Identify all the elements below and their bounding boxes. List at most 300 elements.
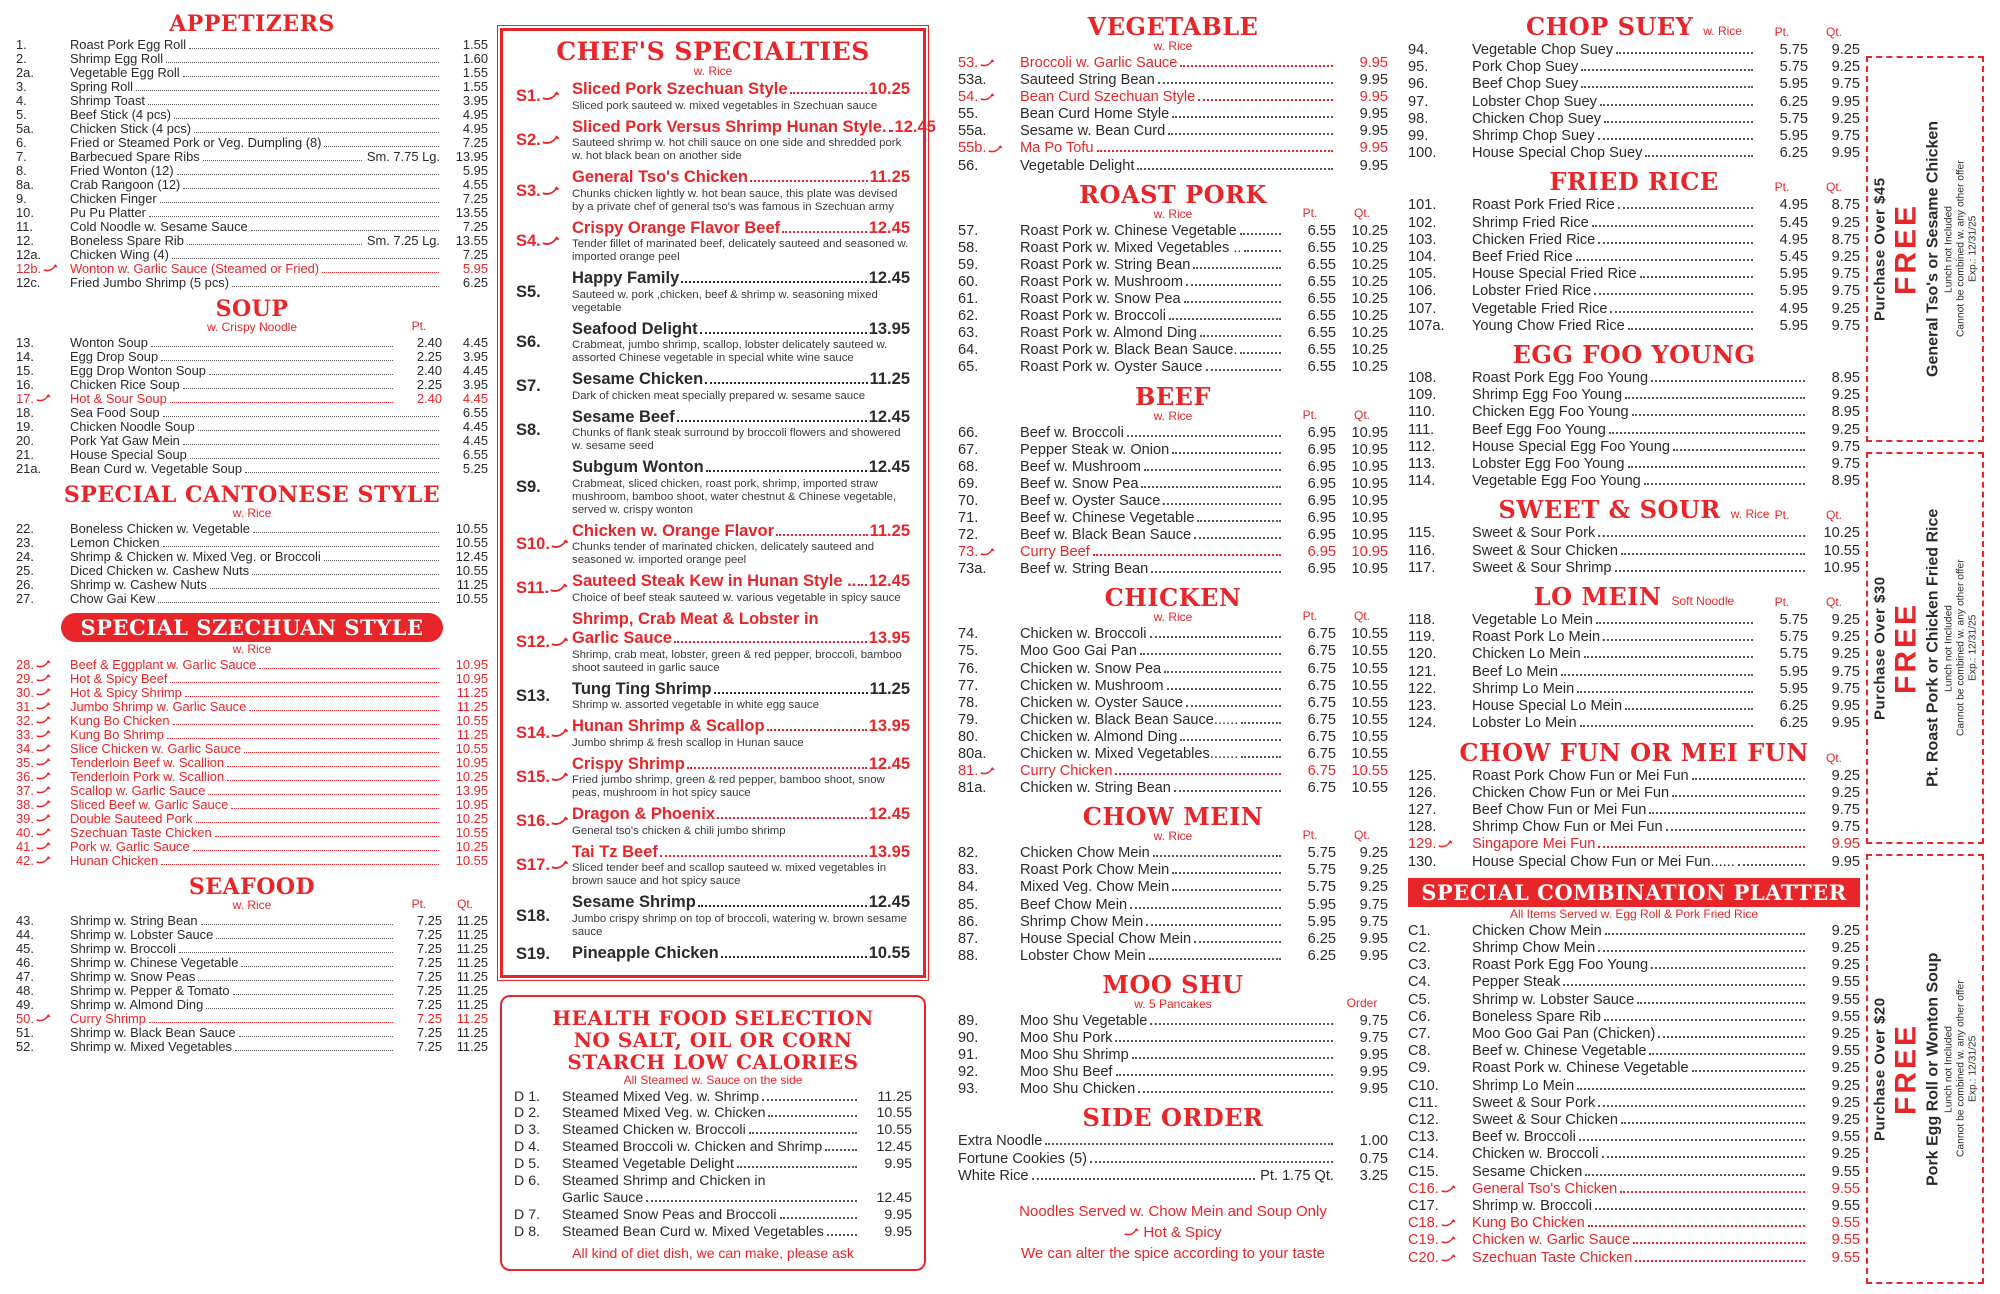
menu-item xyxy=(516,893,910,939)
menu-item-number: 69. xyxy=(958,475,979,492)
menu-item-number: 84. xyxy=(958,879,979,896)
menu-item-name: Roast Pork Chow Fun or Mei Fun xyxy=(1472,767,1689,784)
menu-item xyxy=(1408,249,1860,266)
menu-item-name: Beef w. Oyster Sauce xyxy=(1020,492,1161,509)
menu-item-name: Shrimp Chow Fun or Mei Fun xyxy=(1472,819,1663,836)
menu-item-price: 10.55 xyxy=(1823,542,1860,559)
menu-item-name: Roast Pork w. Chinese Vegetable xyxy=(1472,1060,1689,1077)
menu-item-price: 10.55 xyxy=(868,943,910,962)
section-title: MOO SHU xyxy=(1102,969,1244,999)
menu-item-name: Wonton w. Garlic Sauce (Steamed or Fried) xyxy=(70,261,320,276)
dotted-leader xyxy=(163,546,439,547)
menu-item xyxy=(1408,42,1860,59)
menu-item-number: 29. xyxy=(16,672,70,686)
dotted-leader xyxy=(698,905,867,907)
dotted-leader xyxy=(1576,259,1753,261)
menu-item-price: 10.55 xyxy=(455,521,488,536)
health-food-box xyxy=(500,995,926,1271)
dotted-leader xyxy=(674,641,867,643)
menu-item-price-pint: 6.25 xyxy=(1307,930,1336,947)
section-header xyxy=(958,179,1388,221)
menu-item xyxy=(958,89,1388,106)
menu-item xyxy=(1408,456,1860,473)
menu-item-number: 92. xyxy=(958,1064,979,1081)
chili-pepper-icon xyxy=(551,637,570,648)
menu-item xyxy=(16,150,488,164)
menu-item xyxy=(16,262,488,276)
menu-item xyxy=(1408,1060,1860,1077)
menu-item-price: 7.25 xyxy=(462,191,488,206)
menu-item-name: Shrimp Egg Roll xyxy=(70,51,164,66)
menu-item-price: 10.25 xyxy=(868,80,910,98)
menu-item xyxy=(1408,802,1860,819)
menu-item-number: 118. xyxy=(1408,612,1436,629)
section-subtitle: All Steamed w. Sauce on the side xyxy=(623,1072,803,1087)
dotted-leader xyxy=(1172,116,1333,118)
section-chow-fun xyxy=(1408,737,1860,871)
section-header xyxy=(16,297,488,334)
dotted-leader xyxy=(1153,855,1281,857)
menu-item-name: Beef Stick (4 pcs) xyxy=(70,107,172,122)
chili-pepper-icon xyxy=(36,730,52,739)
menu-item-number: C17. xyxy=(1408,1197,1439,1214)
dotted-leader xyxy=(1174,790,1281,792)
menu-item-price-pint: 5.75 xyxy=(1779,646,1808,663)
menu-item-price-quart: 11.25 xyxy=(456,1025,488,1040)
menu-item xyxy=(958,158,1388,175)
menu-item-price-pint: 7.25 xyxy=(416,997,442,1012)
menu-item-number: 45. xyxy=(16,941,34,956)
menu-item-price-pint: 2.40 xyxy=(416,363,442,378)
menu-item-name: Lobster Chow Mein xyxy=(1020,947,1146,964)
menu-item xyxy=(958,780,1388,797)
menu-item-number: S16. xyxy=(516,805,572,838)
menu-item xyxy=(1408,543,1860,560)
menu-item-name: Beef Chow Mein xyxy=(1020,896,1128,913)
menu-item-name: Boneless Spare Rib xyxy=(1472,1008,1601,1025)
menu-item-name: Jumbo Shrimp w. Garlic Sauce xyxy=(70,699,247,714)
menu-item-price: 10.95 xyxy=(455,671,488,686)
menu-item-number: 67. xyxy=(958,441,979,458)
menu-item xyxy=(958,476,1388,493)
menu-item-number: 117. xyxy=(1408,559,1436,576)
price-column-labels: Pt. Qt. xyxy=(411,897,473,911)
menu-item-price: 12.45 xyxy=(868,572,910,590)
menu-item xyxy=(16,756,488,770)
menu-item-price-quart: 10.95 xyxy=(1351,458,1388,475)
dotted-leader xyxy=(1172,872,1281,874)
menu-item-number: S14. xyxy=(516,717,572,750)
dotted-leader xyxy=(825,1149,857,1151)
section-header xyxy=(1408,737,1860,767)
dotted-leader xyxy=(173,724,439,725)
menu-item-number: 30. xyxy=(16,686,70,700)
menu-item-price: 9.25 xyxy=(1831,387,1860,404)
menu-item-price: 1.60 xyxy=(462,51,488,66)
dotted-leader xyxy=(1577,691,1753,693)
menu-item-price: 5.25 xyxy=(462,461,488,476)
menu-item-price-quart: 9.75 xyxy=(1831,663,1860,680)
menu-item-number: 28. xyxy=(16,658,70,672)
dotted-leader xyxy=(1584,656,1753,658)
menu-item-number: S10. xyxy=(516,522,572,568)
menu-item xyxy=(16,564,488,578)
menu-item-name: Curry Beef xyxy=(1020,544,1090,561)
section-header xyxy=(958,1105,1388,1131)
menu-item-number: 41. xyxy=(16,840,70,854)
menu-item-name: Beef Lo Mein xyxy=(1472,663,1558,680)
menu-item-price: 9.25 xyxy=(1831,957,1860,974)
menu-item-price-pint: 6.55 xyxy=(1307,256,1336,273)
menu-item xyxy=(16,658,488,672)
dotted-leader xyxy=(1616,52,1753,54)
price-column-labels: Pt. Qt. xyxy=(1302,828,1370,843)
menu-item xyxy=(16,686,488,700)
menu-item-number: S3. xyxy=(516,168,572,214)
menu-item-name: House Special Soup xyxy=(70,447,187,462)
menu-item-price: 9.95 xyxy=(1359,89,1388,106)
menu-item xyxy=(1408,819,1860,836)
menu-item-price-pint: 4.95 xyxy=(1779,300,1808,317)
dotted-leader xyxy=(1598,535,1805,537)
menu-item xyxy=(16,364,488,378)
coupon-free-fried-rice xyxy=(1866,452,1984,844)
chili-pepper-icon xyxy=(1441,1236,1457,1245)
dotted-leader xyxy=(1645,155,1753,157)
menu-item-price: 9.25 xyxy=(1831,1025,1860,1042)
menu-item xyxy=(1408,473,1860,490)
menu-item-name: Cold Noodle w. Sesame Sauce xyxy=(70,219,248,234)
menu-item-price: 10.95 xyxy=(455,797,488,812)
chili-pepper-icon xyxy=(1441,1254,1457,1263)
dotted-leader xyxy=(183,444,439,445)
menu-item-number: 51. xyxy=(16,1025,34,1040)
menu-item-name: Pepper Steak w. Onion xyxy=(1020,441,1170,458)
menu-item xyxy=(516,458,910,517)
chili-pepper-icon xyxy=(36,856,52,865)
dotted-leader xyxy=(161,864,439,865)
menu-item-number: 53a. xyxy=(958,72,987,89)
chili-pepper-icon xyxy=(542,236,561,247)
menu-item-name: Shrimp Fried Rice xyxy=(1472,214,1589,231)
menu-item-number: 73a. xyxy=(958,561,987,578)
menu-item-number: D 5. xyxy=(514,1156,541,1173)
menu-item-number: C4. xyxy=(1408,974,1431,991)
menu-item-price-pint: 6.75 xyxy=(1307,677,1336,694)
menu-item-number: 106. xyxy=(1408,283,1437,300)
section-subtitle: w. Crispy Noodle xyxy=(206,320,298,334)
dotted-leader xyxy=(185,696,439,697)
dotted-leader xyxy=(1144,469,1281,471)
menu-item xyxy=(16,392,488,406)
menu-item-number: 56. xyxy=(958,157,979,174)
dotted-leader xyxy=(1673,449,1805,451)
menu-item-price: 12.45 xyxy=(868,754,910,773)
menu-item-price: 9.55 xyxy=(1831,1043,1860,1060)
menu-item-number: 80a. xyxy=(958,746,987,762)
menu-item-price-pint: 6.25 xyxy=(1307,947,1336,964)
menu-item-price: 12.45 xyxy=(455,549,488,564)
menu-item-price: 9.25 xyxy=(1831,421,1860,438)
section-roast-pork xyxy=(958,179,1388,377)
menu-item xyxy=(1408,664,1860,681)
menu-item-number: C10. xyxy=(1408,1077,1439,1094)
dotted-leader xyxy=(232,286,439,287)
menu-item-number: 18. xyxy=(16,405,34,420)
dotted-leader xyxy=(1628,328,1753,330)
coupon-purchase-threshold: Purchase Over $20 xyxy=(1871,997,1889,1141)
menu-item-price: 9.95 xyxy=(1359,106,1388,123)
menu-item-name: Chow Gai Kew xyxy=(70,591,156,606)
menu-item-price-quart: 10.55 xyxy=(1351,694,1388,711)
dotted-leader xyxy=(1640,276,1753,278)
dotted-leader xyxy=(1186,705,1281,707)
dotted-leader xyxy=(1598,846,1805,848)
menu-item-price-pint: 5.95 xyxy=(1779,266,1808,283)
menu-item-price: 9.55 xyxy=(1831,1249,1860,1266)
menu-item-number: 27. xyxy=(16,591,34,606)
menu-item-number: 12. xyxy=(16,233,34,248)
chili-pepper-icon xyxy=(551,772,570,783)
menu-item-price-quart: 9.25 xyxy=(1359,845,1388,862)
dotted-leader xyxy=(241,966,393,967)
menu-item-price: 11.25 xyxy=(869,521,910,540)
menu-item-name: Ma Po Tofu xyxy=(1020,140,1094,157)
dotted-leader xyxy=(215,836,439,837)
menu-item-price: 1.55 xyxy=(462,79,488,94)
price-column-labels: Pt. xyxy=(411,319,427,333)
menu-item-number: 70. xyxy=(958,492,979,509)
menu-item xyxy=(958,359,1388,376)
chili-pepper-icon xyxy=(43,264,59,273)
menu-item-number: 46. xyxy=(16,955,34,970)
section-header xyxy=(958,14,1388,53)
menu-item-number: 60. xyxy=(958,273,979,290)
dotted-leader xyxy=(1598,138,1754,140)
menu-item-number: 114. xyxy=(1408,473,1436,490)
section-title: CHICKEN xyxy=(1104,583,1242,613)
dotted-leader xyxy=(322,272,439,273)
note-line: Hot & Spicy xyxy=(958,1222,1388,1243)
dotted-leader xyxy=(1580,725,1753,727)
chili-pepper-icon xyxy=(988,145,1004,154)
section-szechuan xyxy=(16,613,488,868)
section-header xyxy=(1408,584,1860,610)
section-sweet-sour xyxy=(1408,497,1860,577)
section-title: FRIED RICE xyxy=(1549,167,1719,197)
menu-item-name: Kung Bo Chicken xyxy=(70,713,170,728)
menu-item-number: 23. xyxy=(16,535,34,550)
section-subtitle: w. Rice xyxy=(232,898,272,912)
menu-item-price: 10.55 xyxy=(876,1105,912,1122)
note-line: We can alter the spice according to your taste xyxy=(1020,1244,1326,1262)
column-1 xyxy=(16,12,488,1061)
chili-pepper-icon xyxy=(36,744,52,753)
coupon-free-label: FREE xyxy=(1889,203,1923,296)
menu-item xyxy=(16,94,488,108)
menu-item xyxy=(16,234,488,248)
menu-item-price-pint: 6.55 xyxy=(1307,291,1336,308)
menu-item-price: 10.95 xyxy=(1823,559,1860,576)
chili-pepper-icon xyxy=(980,93,996,102)
menu-item-number: 11. xyxy=(16,219,33,234)
menu-item-name: House Special Chop Suey xyxy=(1472,145,1643,162)
menu-item-description: Sauteed shrimp w. hot chili sauce on one side and shredded pork w. hot black bean on another side xyxy=(572,137,902,162)
section-title: VEGETABLE xyxy=(1087,12,1259,41)
menu-item-name: Beef w. Broccoli xyxy=(1020,424,1124,441)
menu-item-name: Steamed Shrimp and Chicken in xyxy=(562,1173,766,1190)
dotted-leader xyxy=(1603,639,1753,641)
dotted-leader xyxy=(1649,812,1805,814)
menu-item-price: 9.25 xyxy=(1831,767,1860,784)
coupon-item: Pork Egg Roll or Wonton Soup xyxy=(1924,952,1942,1186)
dotted-leader xyxy=(1186,284,1281,286)
menu-item-number: 52. xyxy=(16,1039,34,1054)
coupon-note: Lunch not Included xyxy=(1943,1025,1955,1113)
menu-item-number: 75. xyxy=(958,643,979,660)
menu-item-number: 88. xyxy=(958,947,979,964)
menu-item-number: 43. xyxy=(16,913,34,928)
menu-item-price: 9.55 xyxy=(1831,1180,1860,1197)
menu-item-name: Sesame Chicken xyxy=(572,370,704,388)
menu-item-number: 94. xyxy=(1408,42,1429,58)
menu-item-number: 63. xyxy=(958,325,979,342)
menu-item-name: Wonton Soup xyxy=(70,335,148,350)
menu-item-price-quart: 10.55 xyxy=(1351,763,1388,780)
menu-item xyxy=(1408,301,1860,318)
price-column-labels: Order xyxy=(1346,995,1378,1010)
menu-item-name: Roast Pork w. Almond Ding xyxy=(1020,325,1197,342)
menu-item-name: White Rice xyxy=(958,1167,1029,1184)
menu-item-name: Pineapple Chicken xyxy=(572,943,719,962)
dotted-leader xyxy=(1666,829,1805,831)
menu-item-number: 89. xyxy=(958,1012,979,1029)
dotted-leader xyxy=(252,574,439,575)
menu-item xyxy=(514,1089,912,1106)
section-subtitle: w. Rice xyxy=(1153,39,1193,53)
dotted-leader xyxy=(889,130,893,132)
menu-item-name: Beef Chow Fun or Mei Fun xyxy=(1472,801,1647,818)
coupon-free-egg-roll-soup xyxy=(1866,854,1984,1284)
menu-item xyxy=(1408,1198,1860,1215)
menu-item-number: S6. xyxy=(516,333,541,352)
menu-item-name: Shrimp Egg Foo Young xyxy=(1472,387,1623,404)
menu-item-number: 129. xyxy=(1408,836,1472,853)
menu-item-number: 107. xyxy=(1408,300,1437,317)
price-column-labels: Pt. Qt. xyxy=(1774,595,1842,610)
menu-item-number: 17. xyxy=(16,392,70,406)
menu-item-price-quart: 10.25 xyxy=(1351,308,1388,325)
menu-item-price: 5.95 xyxy=(462,261,488,276)
menu-item-name: Bean Curd Szechuan Style xyxy=(1020,89,1196,106)
menu-item-name: Chicken Fried Rice xyxy=(1472,231,1596,248)
menu-item-number: 124. xyxy=(1408,715,1437,732)
dotted-leader xyxy=(1621,1122,1805,1124)
menu-item-name: Tai Tz Beef xyxy=(572,842,658,861)
menu-item-number: S4. xyxy=(516,219,572,265)
menu-item-name: Shrimp Chow Mein xyxy=(1472,939,1596,956)
menu-item xyxy=(1408,1250,1860,1267)
menu-item-number: 50. xyxy=(16,1012,70,1026)
dotted-leader xyxy=(1633,1242,1805,1244)
dotted-leader xyxy=(1184,301,1281,303)
menu-item-price-pint: 6.95 xyxy=(1307,492,1336,509)
section-title: CHEF'S SPECIALTIES xyxy=(556,37,870,66)
dotted-leader xyxy=(1241,722,1281,724)
menu-item-price-quart: 3.95 xyxy=(462,349,488,364)
section-title: SPECIAL COMBINATION PLATTER xyxy=(1408,878,1860,907)
menu-item-name: Crispy Shrimp xyxy=(572,754,685,773)
menu-item-price: 9.95 xyxy=(1359,1064,1388,1081)
menu-item-number: 59. xyxy=(958,256,979,273)
menu-item xyxy=(16,550,488,564)
menu-item-number: 3. xyxy=(16,79,27,94)
menu-item-price-pint: 7.25 xyxy=(416,927,442,942)
coupon-note: Cannot be combined w. any other offer xyxy=(1955,980,1967,1158)
menu-item xyxy=(1408,128,1860,145)
menu-item-name: Garlic Sauce xyxy=(572,629,672,647)
menu-item-price: 9.95 xyxy=(1831,853,1860,870)
menu-item-price-pint: 6.55 xyxy=(1307,239,1336,256)
menu-item xyxy=(16,578,488,592)
chili-pepper-icon xyxy=(551,860,570,871)
menu-item xyxy=(1408,1009,1860,1026)
menu-item-number: 44. xyxy=(16,927,34,942)
menu-item-price-quart: 4.45 xyxy=(462,363,488,378)
menu-item-number: 85. xyxy=(958,896,979,913)
menu-item-name: Roast Pork Chow Mein xyxy=(1020,862,1170,879)
menu-item xyxy=(958,544,1388,561)
chili-pepper-icon xyxy=(36,394,52,403)
menu-item-number: 66. xyxy=(958,424,979,441)
menu-item-price: 9.25 xyxy=(1831,1077,1860,1094)
menu-item-price-pint: 6.95 xyxy=(1307,509,1336,526)
menu-item-number: S19. xyxy=(516,944,550,963)
menu-item-name: Spring Roll xyxy=(70,79,134,94)
menu-item-number: 2a. xyxy=(16,65,34,80)
menu-item-price: 9.95 xyxy=(1359,55,1388,71)
menu-item-name: General Tso's Chicken xyxy=(1472,1180,1618,1197)
menu-item-number: 48. xyxy=(16,983,34,998)
menu-item xyxy=(1408,197,1860,214)
menu-item-price-pint: 5.75 xyxy=(1307,862,1336,879)
menu-item-price-prefix: Sm. 7.75 Lg. xyxy=(366,149,440,164)
section-header xyxy=(1408,497,1860,523)
dotted-leader xyxy=(1141,486,1281,488)
menu-item-name: Steamed Bean Curd w. Mixed Vegetables xyxy=(562,1223,824,1240)
dotted-leader xyxy=(1605,933,1805,935)
menu-item-price-pint: 5.75 xyxy=(1779,110,1808,127)
menu-item-name: Shrimp, Crab Meat & Lobster in xyxy=(572,609,819,628)
menu-item xyxy=(516,843,910,889)
menu-item-price: 13.95 xyxy=(455,783,488,798)
menu-item-number: 62. xyxy=(958,308,979,325)
menu-item-name: Chicken w. Almond Ding xyxy=(1020,728,1178,745)
menu-item-name: Chicken w. Mixed Vegetables....... xyxy=(1020,746,1239,762)
section-chop-suey xyxy=(1408,14,1860,162)
menu-item-price-quart: 10.95 xyxy=(1351,492,1388,509)
dotted-leader xyxy=(233,994,393,995)
menu-item-price-pint: 6.75 xyxy=(1307,728,1336,745)
menu-item-price-quart: 10.55 xyxy=(1351,780,1388,797)
menu-item-name: Curry Chicken xyxy=(1020,763,1113,780)
menu-item xyxy=(1408,698,1860,715)
menu-item-description: Jumbo crispy shrimp on top of broccoli, watering w. brown sesame sauce xyxy=(572,912,907,938)
menu-item-name: Steamed Broccoli w. Chicken and Shrimp xyxy=(562,1139,823,1156)
dotted-leader xyxy=(1579,1139,1805,1141)
menu-item-number: D 4. xyxy=(514,1139,541,1156)
dotted-leader xyxy=(1595,1208,1805,1210)
